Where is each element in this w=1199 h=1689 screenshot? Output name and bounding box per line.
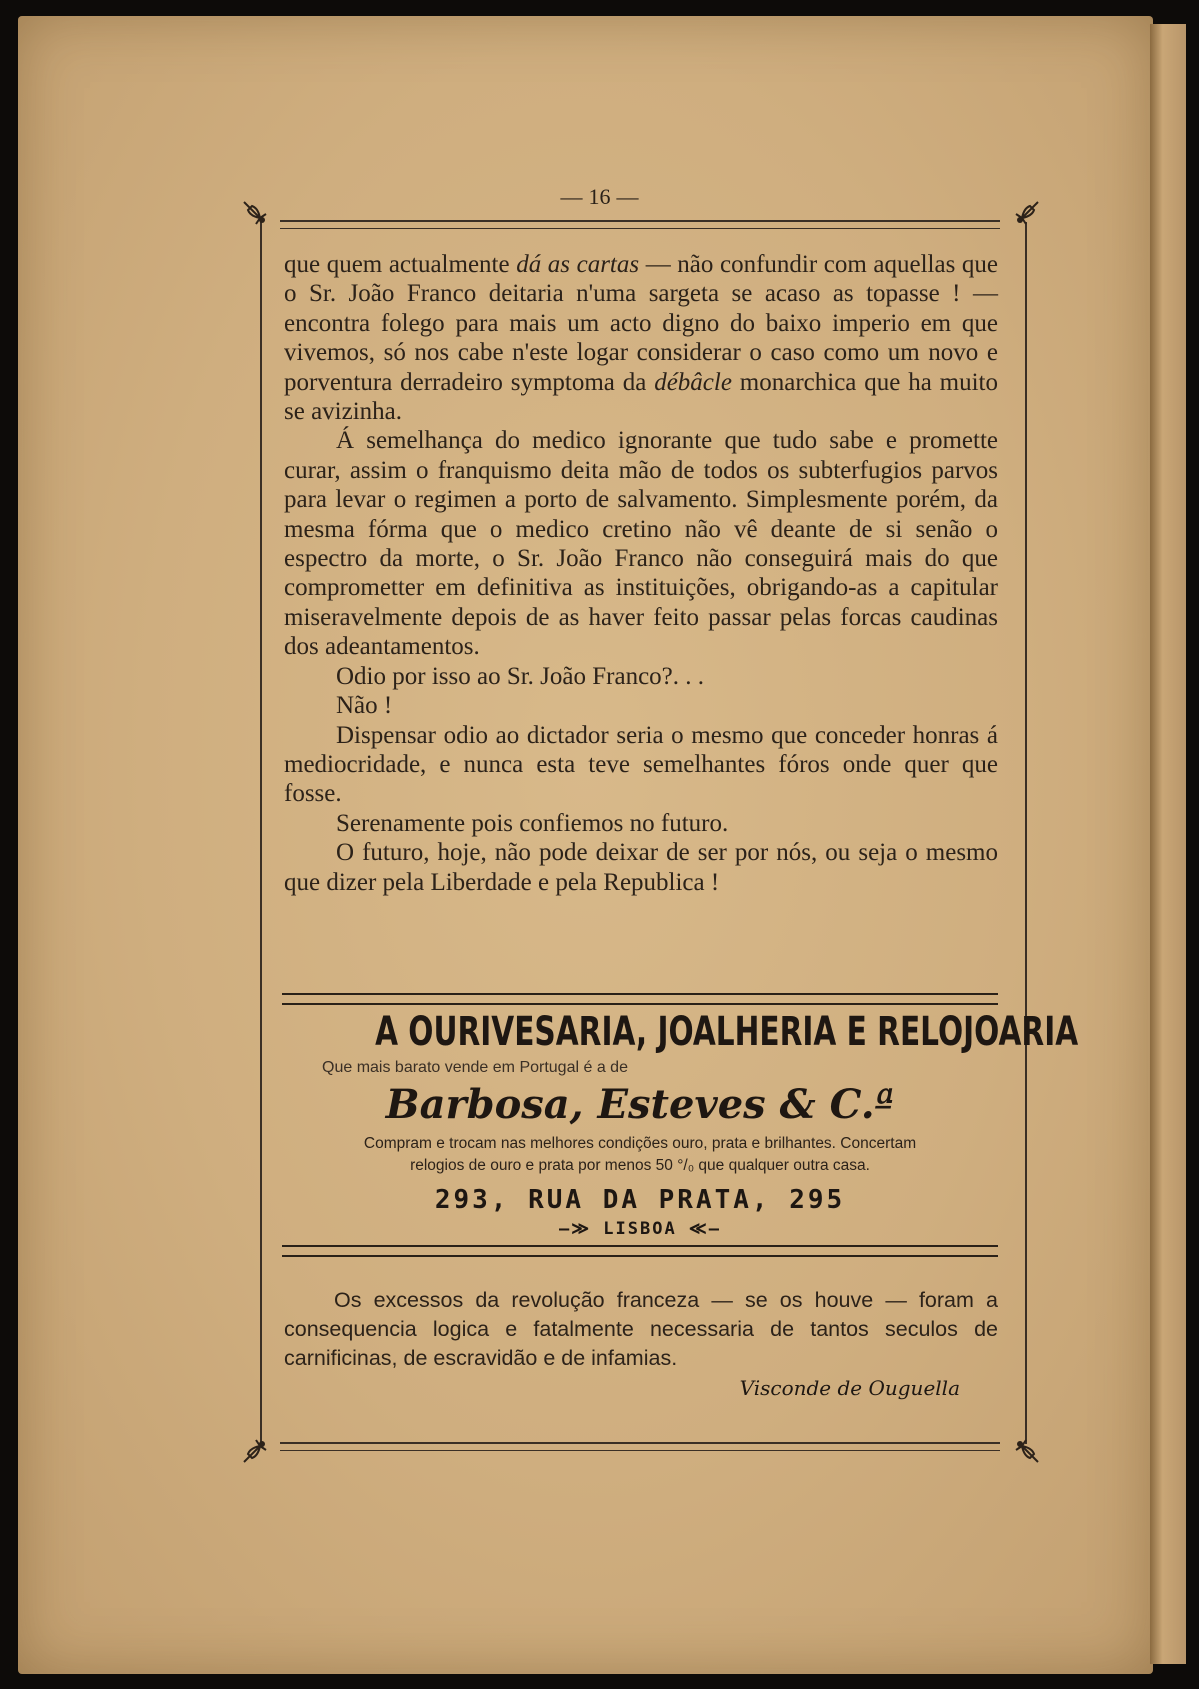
advert-address: 293, RUA DA PRATA, 295 (434, 1185, 846, 1215)
advert-description: Compram e trocam nas melhores condições ouro, prata e brilhantes. Concertam relogios de ouro e prata por menos 50 °/₀ que qualquer outra casa. (363, 1135, 917, 1174)
advert-city: —≫ LISBOA ≪— (559, 1219, 721, 1239)
emphasis-das-cartas: dá as cartas (516, 251, 640, 278)
emphasis-debacle: débâcle (654, 368, 732, 396)
advertisement (282, 993, 1079, 1255)
paragraph-4: Não ! (336, 692, 393, 720)
article-text (284, 250, 998, 897)
corner-ornament-top-left-icon (240, 198, 282, 240)
bottom-rule (280, 1442, 1000, 1451)
advert-bottom-border (282, 1245, 998, 1257)
paragraph-7: O futuro, hoje, não pode deixar de ser por nós, ou seja o mesmo que dizer pela Liberdade e pela Republica ! (284, 839, 998, 896)
corner-ornament-bottom-left-icon (240, 1424, 282, 1466)
paragraph-2: Á semelhança do medico ignorante que tudo sabe e promette curar, assim o franquismo deita mão de todos os subterfugios parvos para levar o regimen a porto de salvamento. Simplesmente porém, da mesma fórma que o medico cretino não vê deante de si senão o espectro da morte, o Sr. João Franco não conseguirá mais do que comprometter em definitiva as instituições, obrigando-as a capitular miseravelmente depois de as haver feito passar pelas forcas caudinas dos adeantamentos. (284, 427, 998, 661)
author-signature: Visconde de Ouguella (739, 1376, 960, 1400)
paragraph-1: que quem actualmente dá as cartas — não confundir com aquellas que o Sr. João Franco deitaria n'uma sargeta se acaso as topasse ! — encontra folego para mais um acto digno do baixo imperio em que vivemos, só nos cabe n'este logar considerar o caso como um novo e porventura derradeiro symptoma da débâcle monarchica que ha muito se avizinha. (284, 251, 998, 426)
advert-headline: A OURIVESARIA, JOALHERIA E RELOJOARIA (375, 1009, 1079, 1055)
corner-ornament-bottom-right-icon (1000, 1424, 1042, 1466)
paragraph-5: Dispensar odio ao dictador seria o mesmo que conceder honras á mediocridade, e nunca esta teve semelhantes fóros onde quer que fosse. (284, 721, 998, 808)
advert-top-border (282, 993, 998, 1005)
top-rule (280, 220, 1000, 229)
corner-ornament-top-right-icon (1000, 198, 1042, 240)
paragraph-6: Serenamente pois confiemos no futuro. (336, 809, 729, 837)
closing-quote: Os excessos da revolução franceza — se os houve — foram a consequencia logica e fatalmente necessaria de tantos seculos de carnificinas, de escravidão e de infamias. (284, 1288, 998, 1370)
paragraph-3: Odio por isso ao Sr. João Franco?. . . (336, 662, 705, 690)
advert-firm-name: Barbosa, Esteves & C.ª (385, 1081, 895, 1128)
book-spine-edge (1150, 24, 1186, 1664)
page-number: — 16 — (0, 184, 1199, 210)
advert-subline: Que mais barato vende em Portugal é a de (322, 1059, 628, 1076)
